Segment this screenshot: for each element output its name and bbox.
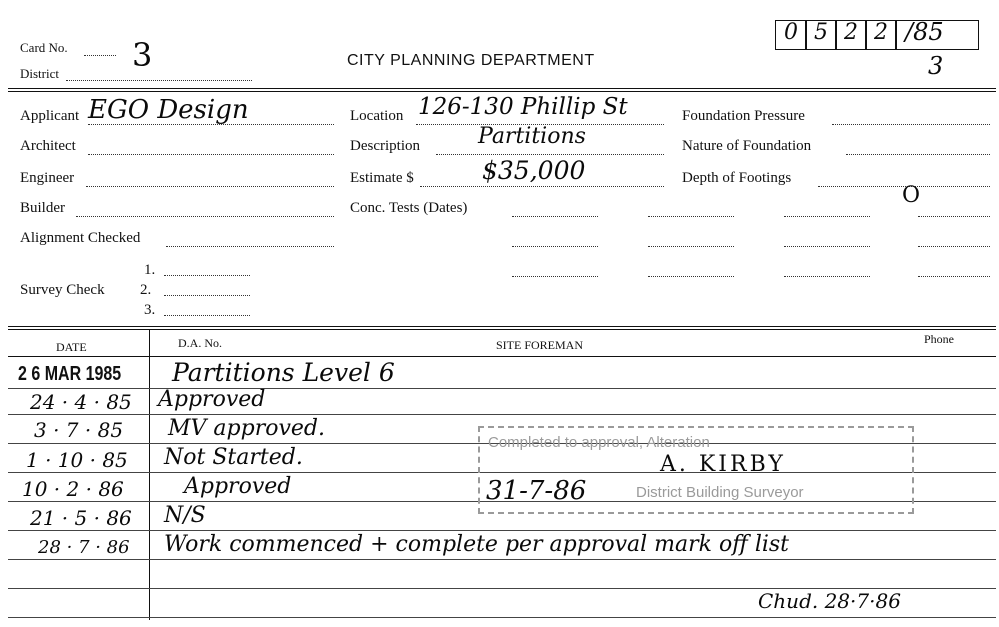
card-no-label: Card No. bbox=[20, 40, 68, 55]
table-rule-top-1 bbox=[8, 326, 996, 327]
engineer-dots bbox=[86, 186, 334, 187]
row-rule-1 bbox=[8, 388, 996, 389]
top-rule-2 bbox=[8, 91, 996, 92]
row-rule-9 bbox=[8, 617, 996, 618]
depth-of-footings-label: Depth of Footings bbox=[682, 170, 792, 186]
survey-number-1: 1. bbox=[144, 262, 156, 278]
row-date: 2 6 MAR 1985 bbox=[18, 363, 122, 385]
conc-dots-3c bbox=[784, 276, 870, 277]
code-suffix: /85 bbox=[905, 18, 944, 46]
row-note: Approved bbox=[184, 474, 292, 499]
survey-dots-1 bbox=[164, 275, 250, 276]
table-header-rule bbox=[8, 356, 996, 357]
applicant-value: EGO Design bbox=[88, 95, 249, 125]
row-rule-2 bbox=[8, 414, 996, 415]
conc-dots-2d bbox=[918, 246, 990, 247]
district-dots bbox=[66, 80, 252, 81]
description-dots bbox=[436, 154, 664, 155]
location-label: Location bbox=[350, 108, 404, 124]
row-date: 1 · 10 · 85 bbox=[26, 448, 128, 472]
row-rule-6 bbox=[8, 530, 996, 531]
nature-of-foundation-label: Nature of Foundation bbox=[682, 138, 812, 154]
conc-dots-2c bbox=[784, 246, 870, 247]
stamp-name: A. KIRBY bbox=[660, 452, 786, 477]
conc-dots-1a bbox=[512, 216, 598, 217]
table-rule-top-2 bbox=[8, 329, 996, 330]
depth-mark: O bbox=[902, 183, 921, 208]
date-column-divider bbox=[149, 330, 150, 620]
row-note: MV approved. bbox=[168, 416, 325, 441]
code-digit-4: 2 bbox=[874, 20, 888, 45]
row-note: Approved bbox=[158, 387, 266, 412]
survey-label: Survey Check bbox=[20, 282, 105, 298]
conc-tests-label: Conc. Tests (Dates) bbox=[350, 200, 468, 216]
conc-dots-2b bbox=[648, 246, 734, 247]
code-digit-3: 2 bbox=[844, 20, 858, 45]
estimate-value: $35,000 bbox=[482, 156, 586, 185]
row-note: N/S bbox=[164, 503, 206, 528]
row-date: 10 · 2 · 86 bbox=[22, 477, 124, 501]
conc-dots-1d bbox=[918, 216, 990, 217]
applicant-label: Applicant bbox=[20, 108, 80, 124]
description-label: Description bbox=[350, 138, 420, 154]
conc-dots-3d bbox=[918, 276, 990, 277]
conc-dots-2a bbox=[512, 246, 598, 247]
signoff: Chud. 28·7·86 bbox=[758, 589, 901, 613]
alignment-dots bbox=[166, 246, 334, 247]
survey-number-3: 3. bbox=[144, 302, 156, 318]
district-label: District bbox=[20, 66, 59, 81]
row-date: 24 · 4 · 85 bbox=[30, 390, 132, 414]
phone-header: Phone bbox=[924, 332, 954, 346]
survey-number-2: 2. bbox=[140, 282, 152, 298]
nature-dots bbox=[846, 154, 990, 155]
stamp-date: 31-7-86 bbox=[486, 476, 587, 506]
row-note: Partitions Level 6 bbox=[172, 358, 395, 387]
estimate-label: Estimate $ bbox=[350, 170, 414, 186]
description-value: Partitions bbox=[478, 124, 586, 149]
foundation-pressure-dots bbox=[832, 124, 990, 125]
stamp-line-2: District Building Surveyor bbox=[636, 484, 804, 501]
site-foreman-header: SITE FOREMAN bbox=[496, 338, 584, 352]
survey-dots-2 bbox=[164, 295, 250, 296]
row-date: 28 · 7 · 86 bbox=[38, 537, 130, 558]
stamp-line-1: Completed to approval, Alteration bbox=[488, 434, 710, 451]
code-sub: 3 bbox=[928, 52, 944, 80]
row-note: Not Started. bbox=[164, 445, 303, 470]
builder-label: Builder bbox=[20, 200, 65, 216]
row-date: 21 · 5 · 86 bbox=[30, 506, 132, 530]
foundation-pressure-label: Foundation Pressure bbox=[682, 108, 805, 124]
row-rule-7 bbox=[8, 559, 996, 560]
survey-dots-3 bbox=[164, 315, 250, 316]
estimate-dots bbox=[420, 186, 664, 187]
conc-dots-1c bbox=[784, 216, 870, 217]
code-digit-2: 5 bbox=[814, 20, 828, 45]
alignment-label: Alignment Checked bbox=[20, 230, 141, 246]
conc-dots-3a bbox=[512, 276, 598, 277]
conc-dots-1b bbox=[648, 216, 734, 217]
architect-dots bbox=[88, 154, 334, 155]
department-title: CITY PLANNING DEPARTMENT bbox=[347, 52, 595, 69]
code-digit-1: 0 bbox=[784, 20, 798, 45]
engineer-label: Engineer bbox=[20, 170, 75, 186]
da-no-header: D.A. No. bbox=[178, 336, 222, 350]
top-rule-1 bbox=[8, 88, 996, 89]
builder-dots bbox=[76, 216, 334, 217]
card-no-value: 3 bbox=[132, 36, 153, 74]
conc-dots-3b bbox=[648, 276, 734, 277]
date-header: DATE bbox=[56, 340, 87, 354]
architect-label: Architect bbox=[20, 138, 76, 154]
card-no-dots bbox=[84, 55, 116, 56]
row-note: Work commenced + complete per approval mark off list bbox=[164, 532, 790, 557]
location-value: 126-130 Phillip St bbox=[418, 94, 628, 120]
row-date: 3 · 7 · 85 bbox=[34, 418, 124, 442]
